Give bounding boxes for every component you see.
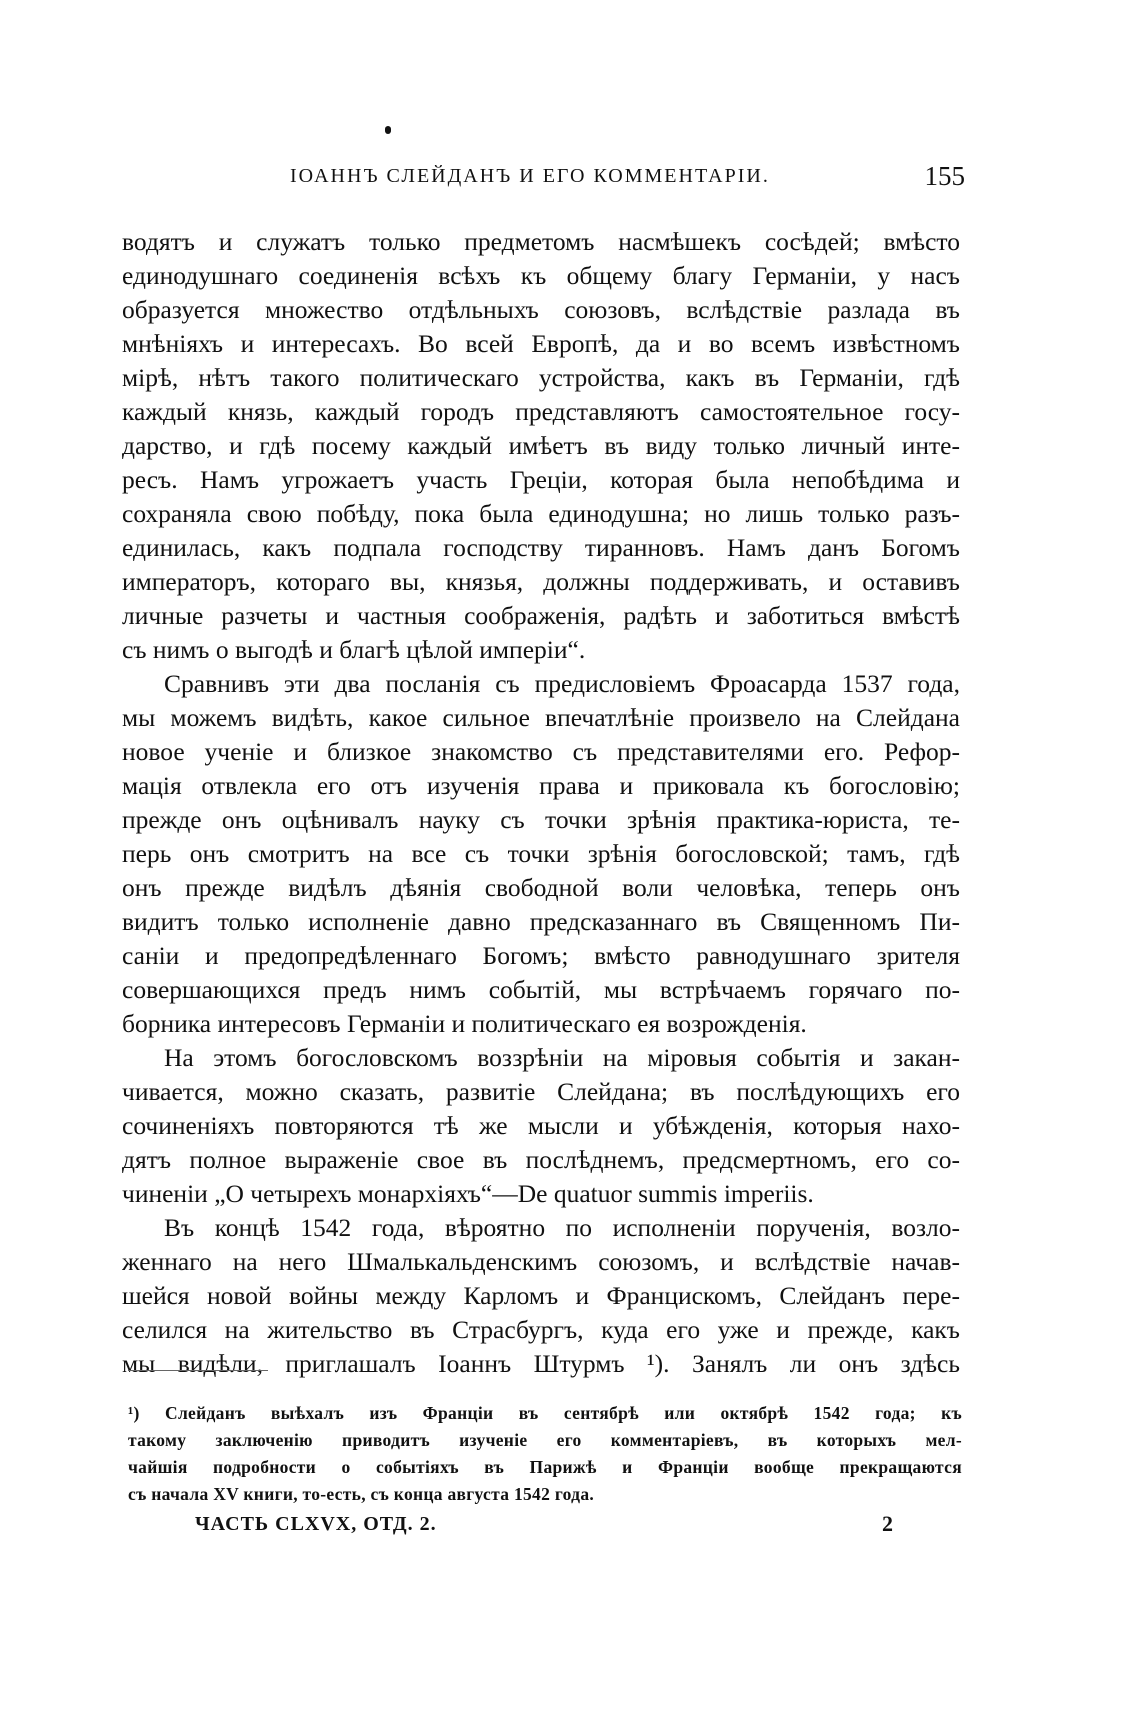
running-title: ІОАННЪ СЛЕЙДАНЪ И ЕГО КОММЕНТАРІИ. xyxy=(290,165,770,187)
text-line: каждый князь, каждый городъ представляютъ самостоятельное госу- xyxy=(122,397,960,426)
paragraph-end-line: борника интересовъ Германіи и политическаго ея возрожденія. xyxy=(122,1009,807,1038)
text-line: прежде онъ оцѣнивалъ науку съ точки зрѣнія практика-юриста, те- xyxy=(122,805,960,834)
footnote-separator xyxy=(128,1370,268,1371)
text-line: мація отвлекла его отъ изученія права и приковала къ богословію; xyxy=(122,771,960,800)
sheet-number: 2 xyxy=(882,1511,893,1536)
footnote-line: съ начала XV книги, то-есть, съ конца августа 1542 года. xyxy=(128,1484,595,1504)
text-line: единилась, какъ подпала господству тиранновъ. Намъ данъ Богомъ xyxy=(122,533,960,562)
text-line: новое ученіе и близкое знакомство съ представителями его. Рефор- xyxy=(122,737,960,766)
text-line: дарство, и гдѣ посему каждый имѣетъ въ виду только личный инте- xyxy=(122,431,960,460)
text-line: дятъ полное выраженіе свое въ послѣднемъ, предсмертномъ, его со- xyxy=(122,1145,960,1174)
text-line: онъ прежде видѣлъ дѣянія свободной воли человѣка, теперь онъ xyxy=(122,873,960,902)
text-line: образуется множество отдѣльныхъ союзовъ, вслѣдствіе разлада въ xyxy=(122,295,960,324)
text-line: императоръ, котораго вы, князья, должны поддерживать, и оставивъ xyxy=(122,567,960,596)
text-line: шейся новой войны между Карломъ и Францискомъ, Слейданъ пере- xyxy=(122,1281,960,1310)
text-line: мы видѣли, приглашалъ Іоаннъ Штурмъ ¹). Занялъ ли онъ здѣсь xyxy=(122,1349,960,1378)
paragraph-start-line: Сравнивъ эти два посланія съ предисловіемъ Фроасарда 1537 года, xyxy=(164,669,960,698)
footnote-line: ¹) Слейданъ выѣхалъ изъ Франціи въ сентябрѣ или октябрѣ 1542 года; къ xyxy=(128,1403,962,1423)
text-line: женнаго на него Шмалькальденскимъ союзомъ, и вслѣдствіе начав- xyxy=(122,1247,960,1276)
text-line: селился на жительство въ Страсбургъ, куда его уже и прежде, какъ xyxy=(122,1315,960,1344)
text-line: ресъ. Намъ угрожаетъ участь Греціи, которая была непобѣдима и xyxy=(122,465,960,494)
paragraph-start-line: Въ концѣ 1542 года, вѣроятно по исполненіи порученія, возло- xyxy=(164,1213,960,1242)
page-header xyxy=(290,161,965,195)
text-line: видитъ только исполненіе давно предсказаннаго въ Священномъ Пи- xyxy=(122,907,960,936)
paragraph-end-line: съ нимъ о выгодѣ и благѣ цѣлой имперіи“. xyxy=(122,635,586,664)
main-text xyxy=(122,225,960,1381)
page-number: 155 xyxy=(924,161,965,191)
footnote xyxy=(128,1400,962,1508)
footnote-line: чайшія подробности о событіяхъ въ Парижѣ и Франціи вообще прекращаются xyxy=(128,1457,962,1477)
text-line: мнѣніяхъ и интересахъ. Во всей Европѣ, да и во всемъ извѣстномъ xyxy=(122,329,960,358)
paragraph-start-line: На этомъ богословскомъ воззрѣніи на міровыя событія и закан- xyxy=(164,1043,960,1072)
text-line: сохраняла свою побѣду, пока была единодушна; но лишь только разъ- xyxy=(122,499,960,528)
ink-speck xyxy=(385,126,391,134)
text-line: единодушнаго соединенія всѣхъ къ общему благу Германіи, у насъ xyxy=(122,261,960,290)
printer-signature: ЧАСТЬ CLXVX, ОТД. 2. xyxy=(195,1513,437,1535)
text-line: чивается, можно сказать, развитіе Слейдана; въ послѣдующихъ его xyxy=(122,1077,960,1106)
text-line: водятъ и служатъ только предметомъ насмѣшекъ сосѣдей; вмѣсто xyxy=(122,227,960,256)
footnote-line: такому заключенію приводитъ изученіе его комментаріевъ, въ которыхъ мел- xyxy=(128,1430,962,1450)
paragraph-end-line: чиненіи „О четырехъ монархіяхъ“—De quatuor summis imperiis. xyxy=(122,1179,814,1208)
text-line: мы можемъ видѣть, какое сильное впечатлѣніе произвело на Слейдана xyxy=(122,703,960,732)
text-line: мірѣ, нѣтъ такого политическаго устройства, какъ въ Германіи, гдѣ xyxy=(122,363,960,392)
text-line: сочиненіяхъ повторяются тѣ же мысли и убѣжденія, которыя нахо- xyxy=(122,1111,960,1140)
text-line: перь онъ смотритъ на все съ точки зрѣнія богословской; тамъ, гдѣ xyxy=(122,839,960,868)
text-line: личные разчеты и частныя соображенія, радѣть и заботиться вмѣстѣ xyxy=(122,601,960,630)
text-line: совершающихся предъ нимъ событій, мы встрѣчаемъ горячаго по- xyxy=(122,975,960,1004)
text-line: саніи и предопредѣленнаго Богомъ; вмѣсто равнодушнаго зрителя xyxy=(122,941,960,970)
